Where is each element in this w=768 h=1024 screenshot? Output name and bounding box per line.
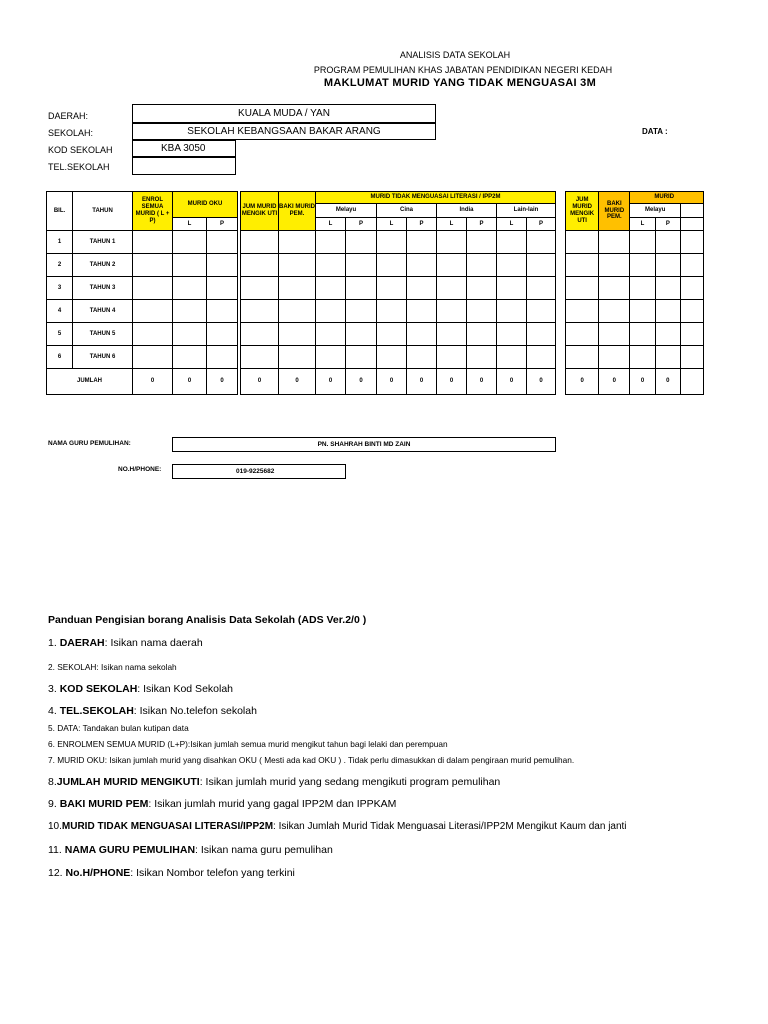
guide-key: DAERAH — [59, 637, 105, 649]
cell[interactable] — [279, 323, 316, 346]
cell[interactable] — [316, 346, 346, 369]
cell[interactable] — [655, 346, 680, 369]
col-oku-l: L — [173, 218, 207, 231]
total-cell: 0 — [133, 369, 173, 395]
row-tahun: TAHUN 1 — [73, 231, 133, 254]
guide-item-5: 5. DATA: Tandakan bulan kutipan data — [48, 723, 189, 733]
total-cell: 0 — [467, 369, 497, 395]
total-cell: 0 — [279, 369, 316, 395]
cell[interactable] — [207, 277, 238, 300]
cell — [681, 369, 704, 395]
table-row — [241, 231, 556, 254]
guide-key: NAMA GURU PEMULIHAN — [64, 844, 196, 856]
cell[interactable] — [279, 231, 316, 254]
guide-item-2: 2. SEKOLAH: Isikan nama sekolah — [48, 662, 177, 672]
cell[interactable] — [279, 300, 316, 323]
cell[interactable] — [437, 231, 467, 254]
row-bil: 3 — [47, 277, 73, 300]
guide-title: Panduan Pengisian borang Analisis Data Sekolah (ADS Ver.2/0 ) — [48, 614, 367, 626]
cell[interactable] — [173, 323, 207, 346]
cell[interactable] — [241, 300, 279, 323]
cell[interactable] — [133, 300, 173, 323]
cell[interactable] — [655, 254, 680, 277]
cell[interactable] — [133, 323, 173, 346]
table-row — [241, 277, 556, 300]
kod-sekolah-field[interactable]: KBA 3050 — [132, 140, 236, 157]
guide-key: TEL.SEKOLAH — [59, 705, 134, 717]
cell[interactable] — [497, 277, 527, 300]
cell[interactable] — [241, 346, 279, 369]
total-row — [241, 369, 556, 395]
row-tahun: TAHUN 6 — [73, 346, 133, 369]
guide-key: MURID TIDAK MENGUASAI LITERASI/IPP2M — [61, 821, 274, 832]
cell[interactable] — [407, 346, 437, 369]
col-tahun: TAHUN — [73, 192, 133, 231]
cell[interactable] — [599, 323, 630, 346]
table-row — [241, 346, 556, 369]
cell[interactable] — [681, 231, 704, 254]
table-row — [241, 323, 556, 346]
guide-item-1 — [48, 637, 203, 649]
cell[interactable] — [599, 277, 630, 300]
sekolah-label: SEKOLAH: — [48, 128, 94, 138]
cell[interactable] — [173, 277, 207, 300]
cell[interactable] — [377, 231, 407, 254]
cell[interactable] — [437, 300, 467, 323]
cell[interactable] — [346, 254, 377, 277]
guide-item-3 — [48, 683, 233, 695]
guide-text: : Isikan nama guru pemulihan — [195, 844, 333, 856]
row-bil: 6 — [47, 346, 73, 369]
col-l: L — [497, 218, 527, 231]
total-cell: 0 — [207, 369, 238, 395]
cell[interactable] — [599, 300, 630, 323]
kaum-india: India — [437, 204, 497, 218]
guide-item-4 — [48, 705, 257, 717]
cell[interactable] — [630, 231, 655, 254]
guide-text: : Isikan jumlah murid yang gagal IPP2M dan IPPKAM — [148, 798, 397, 810]
tel-sekolah-field[interactable] — [132, 157, 236, 175]
guide-num: 3. — [48, 683, 57, 695]
guide-num: 9. — [48, 798, 57, 810]
cell[interactable] — [241, 254, 279, 277]
total-cell: 0 — [566, 369, 599, 395]
tel-sekolah-label: TEL.SEKOLAH — [48, 162, 110, 172]
table-row — [241, 254, 556, 277]
header-line-1: ANALISIS DATA SEKOLAH — [399, 50, 511, 60]
cell[interactable] — [316, 277, 346, 300]
table-row — [566, 277, 704, 300]
cell[interactable] — [566, 231, 599, 254]
cell[interactable] — [437, 323, 467, 346]
cell[interactable] — [207, 254, 238, 277]
guide-key: KOD SEKOLAH — [59, 683, 138, 695]
guide-text: : Isikan Kod Sekolah — [137, 683, 234, 695]
table-row — [241, 300, 556, 323]
guide-item-9 — [48, 798, 396, 810]
daerah-label: DAERAH: — [48, 111, 89, 121]
kod-sekolah-label: KOD SEKOLAH — [48, 145, 113, 155]
cell[interactable] — [655, 300, 680, 323]
cell[interactable] — [566, 277, 599, 300]
guide-num: 11. — [48, 844, 62, 856]
cell[interactable] — [133, 277, 173, 300]
col-oku-p: P — [207, 218, 238, 231]
cell[interactable] — [316, 254, 346, 277]
header-line-2: PROGRAM PEMULIHAN KHAS JABATAN PENDIDIKAN NEGERI KEDAH — [313, 65, 613, 75]
total-cell: 0 — [173, 369, 207, 395]
row-bil: 4 — [47, 300, 73, 323]
cell[interactable] — [407, 323, 437, 346]
total-cell: 0 — [655, 369, 680, 395]
col-p: P — [467, 218, 497, 231]
guide-item-8 — [48, 776, 500, 788]
table-row — [47, 323, 238, 346]
page-title: MAKLUMAT MURID YANG TIDAK MENGUASAI 3M — [323, 77, 597, 89]
cell[interactable] — [316, 231, 346, 254]
cell[interactable] — [241, 231, 279, 254]
col-p: P — [655, 218, 680, 231]
cell[interactable] — [467, 323, 497, 346]
literasi-table — [240, 191, 556, 395]
col-l: L — [630, 218, 655, 231]
cell[interactable] — [566, 254, 599, 277]
table-row — [47, 254, 238, 277]
phone-field[interactable]: 019-9225682 — [172, 464, 346, 479]
table-row — [566, 254, 704, 277]
cell[interactable] — [279, 254, 316, 277]
cell[interactable] — [133, 254, 173, 277]
row-tahun: TAHUN 5 — [73, 323, 133, 346]
cell[interactable] — [407, 300, 437, 323]
row-bil: 1 — [47, 231, 73, 254]
cell[interactable] — [377, 277, 407, 300]
total-row — [566, 369, 704, 395]
total-cell: 0 — [377, 369, 407, 395]
jumlah-label: JUMLAH — [47, 369, 133, 395]
col-l: L — [377, 218, 407, 231]
table-row — [566, 231, 704, 254]
guide-text: : Isikan jumlah murid yang sedang mengikuti program pemulihan — [199, 776, 501, 788]
kaum-melayu-2: Melayu — [630, 204, 681, 218]
cell[interactable] — [630, 254, 655, 277]
kaum-lain-lain: Lain-lain — [497, 204, 556, 218]
cell[interactable] — [497, 300, 527, 323]
cell[interactable] — [527, 346, 556, 369]
guide-key: BAKI MURID PEM — [59, 798, 149, 810]
cell[interactable] — [377, 300, 407, 323]
cell — [681, 218, 704, 231]
cell[interactable] — [681, 300, 704, 323]
cell[interactable] — [407, 254, 437, 277]
nama-guru-field[interactable]: PN. SHAHRAH BINTI MD ZAIN — [172, 437, 556, 452]
total-cell: 0 — [630, 369, 655, 395]
total-cell: 0 — [497, 369, 527, 395]
cell[interactable] — [207, 300, 238, 323]
cell[interactable] — [407, 277, 437, 300]
cell[interactable] — [207, 323, 238, 346]
guide-num: 10. — [48, 821, 62, 832]
table-row — [47, 277, 238, 300]
data-label: DATA : — [642, 127, 668, 136]
cell[interactable] — [346, 300, 377, 323]
cell[interactable] — [467, 346, 497, 369]
cell[interactable] — [407, 231, 437, 254]
main-table — [46, 191, 238, 395]
guide-num: 1. — [48, 637, 57, 649]
cell[interactable] — [566, 323, 599, 346]
cell[interactable] — [527, 300, 556, 323]
col-p: P — [346, 218, 377, 231]
guide-text: : Isikan Nombor telefon yang terkini — [130, 867, 295, 879]
cell[interactable] — [681, 323, 704, 346]
second-table — [565, 191, 704, 395]
table-row — [47, 300, 238, 323]
cell[interactable] — [241, 277, 279, 300]
col-p: P — [527, 218, 556, 231]
guide-key: JUMLAH MURID MENGIKUTI — [56, 776, 200, 788]
cell[interactable] — [497, 231, 527, 254]
total-row — [47, 369, 238, 395]
cell[interactable] — [173, 300, 207, 323]
cell[interactable] — [173, 254, 207, 277]
cell[interactable] — [377, 346, 407, 369]
guide-text: : Isikan Jumlah Murid Tidak Menguasai Literasi/IPP2M Mengikut Kaum dan janti — [273, 821, 627, 832]
cell[interactable] — [566, 300, 599, 323]
cell[interactable] — [173, 346, 207, 369]
row-bil: 2 — [47, 254, 73, 277]
total-cell: 0 — [407, 369, 437, 395]
cell[interactable] — [346, 346, 377, 369]
cell[interactable] — [377, 254, 407, 277]
col-baki-2: BAKI MURID PEM. — [599, 192, 630, 231]
guide-key: No.H/PHONE — [65, 867, 131, 879]
cell[interactable] — [630, 323, 655, 346]
guide-text: : Isikan No.telefon sekolah — [133, 705, 257, 717]
cell[interactable] — [527, 254, 556, 277]
cell[interactable] — [241, 323, 279, 346]
table-row — [47, 346, 238, 369]
cell[interactable] — [497, 254, 527, 277]
cell[interactable] — [681, 346, 704, 369]
cell[interactable] — [316, 323, 346, 346]
col-bil: BIL. — [47, 192, 73, 231]
kaum-cina: Cina — [377, 204, 437, 218]
total-cell: 0 — [599, 369, 630, 395]
cell — [681, 204, 704, 218]
cell[interactable] — [630, 300, 655, 323]
table-row — [566, 346, 704, 369]
table-row — [566, 323, 704, 346]
cell[interactable] — [437, 254, 467, 277]
guide-item-12 — [48, 867, 295, 879]
row-tahun: TAHUN 3 — [73, 277, 133, 300]
cell[interactable] — [437, 346, 467, 369]
cell[interactable] — [630, 346, 655, 369]
cell[interactable] — [316, 300, 346, 323]
total-cell: 0 — [241, 369, 279, 395]
kaum-melayu: Melayu — [316, 204, 377, 218]
row-tahun: TAHUN 2 — [73, 254, 133, 277]
cell[interactable] — [497, 346, 527, 369]
row-bil: 5 — [47, 323, 73, 346]
guide-item-10 — [48, 821, 627, 832]
cell[interactable] — [207, 346, 238, 369]
table-row — [47, 231, 238, 254]
col-jum-murid: JUM MURID MENGIK UTI — [241, 192, 279, 231]
sekolah-field[interactable]: SEKOLAH KEBANGSAAN BAKAR ARANG — [132, 123, 436, 140]
cell[interactable] — [377, 323, 407, 346]
cell[interactable] — [467, 254, 497, 277]
cell[interactable] — [566, 346, 599, 369]
cell[interactable] — [279, 346, 316, 369]
guide-num: 8. — [48, 776, 57, 788]
guide-num: 12. — [48, 867, 63, 879]
cell[interactable] — [655, 323, 680, 346]
total-cell: 0 — [346, 369, 377, 395]
second-table-wrapper — [565, 191, 704, 401]
daerah-field[interactable]: KUALA MUDA / YAN — [132, 104, 436, 123]
cell[interactable] — [599, 254, 630, 277]
guide-num: 4. — [48, 705, 57, 717]
cell[interactable] — [279, 277, 316, 300]
total-cell: 0 — [527, 369, 556, 395]
table-row — [566, 300, 704, 323]
guide-item-7: 7. MURID OKU: Isikan jumlah murid yang disahkan OKU ( Mesti ada kad OKU ) . Tidak perlu dimasukkan di dalam pengiraan murid pemulihan. — [48, 755, 575, 765]
cell[interactable] — [527, 231, 556, 254]
phone-label: NO.H/PHONE: — [118, 466, 162, 473]
cell[interactable] — [346, 277, 377, 300]
guide-item-6: 6. ENROLMEN SEMUA MURID (L+P):Isikan jumlah semua murid mengikut tahun bagi lelaki dan perempuan — [48, 739, 448, 749]
cell[interactable] — [467, 300, 497, 323]
col-tidak-menguasai: MURID TIDAK MENGUASAI LITERASI / IPP2M — [316, 192, 556, 204]
row-tahun: TAHUN 4 — [73, 300, 133, 323]
cell[interactable] — [133, 231, 173, 254]
cell[interactable] — [655, 277, 680, 300]
cell[interactable] — [467, 277, 497, 300]
cell[interactable] — [655, 231, 680, 254]
cell[interactable] — [346, 323, 377, 346]
col-l: L — [437, 218, 467, 231]
cell[interactable] — [467, 231, 497, 254]
cell[interactable] — [497, 323, 527, 346]
cell[interactable] — [207, 231, 238, 254]
cell[interactable] — [599, 231, 630, 254]
nama-guru-label: NAMA GURU PEMULIHAN: — [48, 440, 131, 447]
cell[interactable] — [173, 231, 207, 254]
total-cell: 0 — [437, 369, 467, 395]
cell[interactable] — [527, 323, 556, 346]
col-baki: BAKI MURID PEM. — [279, 192, 316, 231]
cell[interactable] — [681, 277, 704, 300]
cell[interactable] — [437, 277, 467, 300]
guide-item-11 — [48, 844, 333, 856]
guide-text: : Isikan nama daerah — [104, 637, 203, 649]
total-cell: 0 — [316, 369, 346, 395]
cell[interactable] — [630, 277, 655, 300]
col-jum-murid-2: JUM MURID MENGIK UTI — [566, 192, 599, 231]
cell[interactable] — [599, 346, 630, 369]
col-enrol: ENROL SEMUA MURID ( L + P) — [133, 192, 173, 231]
col-murid-2: MURID — [630, 192, 704, 204]
col-l: L — [316, 218, 346, 231]
cell[interactable] — [681, 254, 704, 277]
col-murid-oku: MURID OKU — [173, 192, 238, 218]
cell[interactable] — [346, 231, 377, 254]
cell[interactable] — [527, 277, 556, 300]
col-p: P — [407, 218, 437, 231]
cell[interactable] — [133, 346, 173, 369]
